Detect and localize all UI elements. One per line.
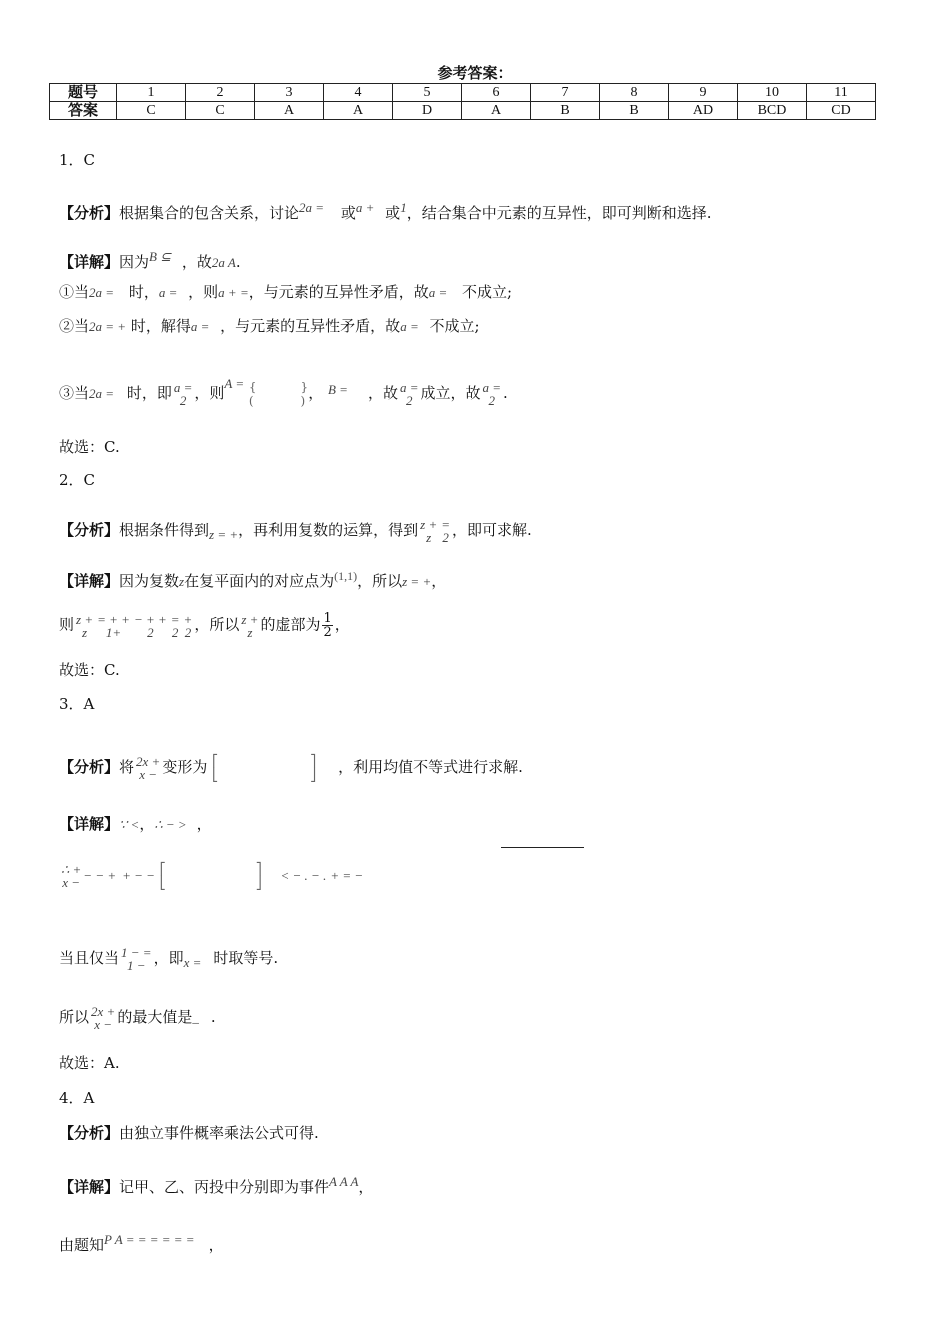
math-fraction — [174, 381, 193, 407]
detail-text: ，所以 — [357, 572, 403, 590]
case-text: ，与元素的互异性矛盾，故 — [220, 317, 401, 335]
derivation-text: ，所以 — [194, 615, 240, 634]
detail-text: ， — [196, 815, 212, 833]
answer-header: 答案 — [50, 102, 117, 120]
detail-text: 记甲、乙、丙投中分别即为事件 — [119, 1178, 330, 1196]
question-number-header: 题号 — [50, 84, 117, 102]
detail-label: 【详解】 — [59, 572, 120, 590]
math-expr: − − + — [83, 868, 117, 883]
q3-maximum — [59, 1005, 216, 1031]
detail-text: 在复平面内的对应点为 — [184, 572, 335, 590]
q1-number: 1．C — [59, 151, 96, 169]
question-number-cell: 1 — [117, 84, 186, 102]
q2-analysis — [59, 518, 532, 545]
math-fraction — [76, 613, 93, 639]
math-expr: a = — [428, 285, 448, 300]
case-text: ①当 — [59, 283, 90, 301]
q1-analysis-text-a: 根据集合的包含关系，讨论 — [119, 204, 300, 222]
q3-number: 3．A — [59, 695, 95, 713]
math-fraction — [441, 518, 450, 544]
case-text: 时，解得 — [130, 317, 191, 335]
equality-text: 时取等号. — [213, 949, 279, 967]
answer-cell: CD — [807, 102, 876, 120]
math-expr: 1 − — [127, 958, 146, 973]
q2-number: 2．C — [59, 471, 96, 489]
math-expr: + = − — [330, 868, 364, 883]
math-expr: z + — [76, 611, 94, 627]
case-text: 时，即 — [126, 384, 172, 402]
math-expr: z + — [241, 611, 259, 627]
detail-text: ， — [139, 815, 155, 833]
answer-row — [50, 102, 876, 120]
math-expr: z = + — [209, 527, 239, 542]
q2-conclusion: 故选：C. — [59, 661, 120, 679]
analysis-text: ，利用均值不等式进行求解. — [338, 758, 523, 776]
analysis-text: 将 — [119, 758, 135, 776]
math-expr: 2 — [147, 624, 154, 640]
math-expr: 2a = + — [89, 319, 127, 334]
q4-detail — [59, 1172, 373, 1197]
fraction-denominator: 2 — [323, 625, 332, 640]
question-number-cell: 4 — [324, 84, 393, 102]
q2-derivation — [59, 612, 350, 639]
analysis-label: 【分析】 — [59, 521, 120, 539]
answer-cell: A — [462, 102, 531, 120]
math-expr: z + — [420, 517, 438, 532]
math-expr: z = + — [402, 574, 432, 589]
sqrt-overline — [501, 847, 584, 848]
maximum-text: 所以 — [59, 1008, 90, 1026]
math-expr: B ⊆ — [149, 249, 172, 264]
math-expr: < − . − . — [280, 868, 327, 883]
question-number-cell: 5 — [393, 84, 462, 102]
equality-text: ，即 — [153, 949, 184, 967]
math-expr: a + — [355, 200, 375, 215]
math-expr: B = — [327, 382, 348, 397]
math-fraction — [184, 613, 193, 639]
math-fraction — [241, 613, 258, 639]
equality-text: 当且仅当 — [59, 949, 120, 967]
math-expr: 1 − = — [121, 945, 152, 960]
math-expr: z — [247, 624, 253, 640]
bracket-left: ⎡ ⎣ — [212, 754, 219, 782]
math-fraction — [61, 863, 81, 889]
q1-conclusion: 故选：C. — [59, 438, 120, 456]
question-number-cell: 10 — [738, 84, 807, 102]
math-expr: 1+ — [105, 624, 122, 640]
math-expr: 2 — [405, 393, 413, 408]
q1-analysis-text-c: 或 — [385, 204, 401, 222]
case-text: ③当 — [59, 384, 90, 402]
maximum-text: . — [210, 1008, 216, 1026]
analysis-text: ，即可求解. — [452, 521, 532, 539]
question-number-cell: 7 — [531, 84, 600, 102]
answer-cell: B — [531, 102, 600, 120]
question-number-cell: 2 — [186, 84, 255, 102]
question-number-row — [50, 84, 876, 102]
answer-cell: C — [117, 102, 186, 120]
math-fraction — [171, 613, 180, 639]
answer-cell: A — [324, 102, 393, 120]
bracket-right: ⎤ ⎦ — [255, 862, 262, 890]
math-expr: 2 — [171, 624, 179, 640]
question-number-cell: 3 — [255, 84, 324, 102]
one-half-fraction — [322, 612, 332, 639]
answer-cell: D — [393, 102, 462, 120]
math-expr: x − — [62, 875, 81, 890]
derivation-text: ， — [334, 615, 350, 634]
q3-equality — [59, 946, 278, 973]
math-expr: a = — [190, 319, 210, 334]
math-expr: 2 — [179, 393, 187, 408]
q4-given — [59, 1230, 224, 1255]
question-number-cell: 9 — [669, 84, 738, 102]
math-expr: ∵ < — [119, 817, 140, 832]
q1-analysis — [59, 198, 711, 223]
detail-label: 【详解】 — [59, 815, 120, 833]
analysis-label: 【分析】 — [59, 758, 120, 776]
math-expr: a = — [399, 380, 419, 395]
detail-label: 【详解】 — [59, 253, 120, 271]
detail-text: 因为复数 — [119, 572, 180, 590]
math-fraction — [400, 381, 419, 407]
math-expr: a = — [482, 380, 502, 395]
math-fraction — [483, 381, 502, 407]
answer-table — [49, 83, 876, 120]
math-expr: A = — [224, 376, 245, 391]
case-text: ，与元素的互异性矛盾，故 — [248, 283, 429, 301]
q3-detail — [59, 814, 212, 835]
math-expr: 2 — [184, 624, 192, 640]
answer-title: 参考答案： — [437, 64, 513, 82]
math-expr: (1,1) — [334, 569, 358, 583]
math-expr: = — [170, 611, 180, 627]
set-brace-left: { ( — [248, 380, 257, 408]
math-expr: 2a = — [89, 386, 115, 401]
case-text: ， — [308, 384, 324, 402]
analysis-text: 变形为 — [162, 758, 208, 776]
answer-cell: BCD — [738, 102, 807, 120]
math-expr: − + + — [133, 611, 167, 627]
fraction-numerator: 1 — [323, 611, 332, 626]
math-expr: ∴ − > — [154, 817, 187, 832]
case-text: . — [503, 384, 508, 402]
math-expr: x − — [94, 1017, 113, 1032]
question-number-cell: 8 — [600, 84, 669, 102]
case-text: ，则 — [188, 283, 219, 301]
q4-analysis — [59, 1123, 319, 1143]
math-expr: P A = = = = = = — [104, 1232, 195, 1247]
analysis-text: ，再利用复数的运算，得到 — [238, 521, 419, 539]
math-expr: _ — [192, 1010, 199, 1025]
maximum-text: 的最大值是 — [117, 1008, 193, 1026]
math-fraction — [97, 613, 130, 639]
detail-text: ， — [358, 1178, 374, 1196]
math-expr: = + + — [97, 611, 130, 627]
math-expr: ∴ + — [61, 862, 82, 877]
q1-detail-text-a: 因为 — [119, 253, 150, 271]
math-fraction — [420, 518, 437, 544]
given-text: 由题知 — [59, 1236, 105, 1254]
case-text: 不成立; — [462, 283, 513, 301]
math-expr: + — [183, 611, 193, 627]
q1-detail-text-b: ，故 — [181, 253, 212, 271]
q1-detail-text-c: . — [235, 253, 241, 271]
case-text: ，则 — [194, 384, 225, 402]
answer-cell: AD — [669, 102, 738, 120]
bracket-right: ⎤ ⎦ — [310, 754, 317, 782]
q1-analysis-text-d: ，结合集合中元素的互异性，即可判断和选择. — [406, 204, 712, 222]
q1-case-1 — [59, 282, 512, 303]
math-fraction — [121, 946, 152, 972]
math-expr: 2x + — [136, 754, 161, 769]
math-expr: 2x + — [91, 1004, 116, 1019]
case-text: 不成立; — [429, 317, 480, 335]
math-expr: x − — [139, 767, 158, 782]
q4-number: 4．A — [59, 1089, 95, 1107]
q2-detail — [59, 566, 446, 592]
q3-conclusion: 故选：A. — [59, 1054, 120, 1072]
set-brace-right: } ) — [300, 380, 309, 408]
case-text: 成立，故 — [420, 384, 481, 402]
q3-analysis — [59, 754, 523, 782]
derivation-text: 则 — [59, 615, 75, 634]
q1-detail — [59, 247, 241, 273]
math-expr: 2 — [488, 393, 496, 408]
math-expr: z — [82, 624, 88, 640]
math-expr: a = — [173, 380, 193, 395]
analysis-label: 【分析】 — [59, 1124, 120, 1142]
detail-text: ， — [431, 572, 447, 590]
math-expr: a + = — [218, 285, 249, 300]
math-expr: 2a = — [299, 200, 325, 215]
analysis-text: 根据条件得到 — [119, 521, 210, 539]
answer-cell: A — [255, 102, 324, 120]
math-expr: x = — [183, 955, 202, 970]
math-expr: 2 — [442, 530, 449, 545]
math-expr: z — [179, 574, 185, 589]
answer-cell: B — [600, 102, 669, 120]
detail-label: 【详解】 — [59, 1178, 120, 1196]
math-expr: 2a = — [89, 285, 115, 300]
math-expr: a = — [400, 319, 419, 334]
q1-case-3 — [59, 374, 508, 408]
math-expr: = — [441, 517, 451, 532]
math-expr: + − − — [122, 868, 155, 883]
math-fraction — [136, 755, 160, 781]
math-expr: 2a A — [211, 255, 236, 270]
analysis-label: 【分析】 — [59, 204, 120, 222]
given-text: ， — [208, 1236, 224, 1254]
math-expr: 1 — [400, 200, 407, 215]
case-text: ，故 — [367, 384, 398, 402]
math-fraction — [91, 1005, 115, 1031]
case-text: ②当 — [59, 317, 90, 335]
question-number-cell: 11 — [807, 84, 876, 102]
analysis-text: 由独立事件概率乘法公式可得. — [119, 1124, 319, 1142]
bracket-left: ⎡ ⎣ — [159, 862, 166, 890]
q3-inequality — [59, 862, 363, 890]
math-expr: z — [426, 530, 432, 545]
math-expr: A A A — [329, 1174, 359, 1189]
q1-case-2 — [59, 316, 480, 337]
math-expr: a = — [158, 285, 178, 300]
derivation-text: 的虚部为 — [260, 615, 321, 634]
q1-analysis-text-b: 或 — [340, 204, 356, 222]
answer-cell: C — [186, 102, 255, 120]
case-text: 时， — [128, 283, 159, 301]
question-number-cell: 6 — [462, 84, 531, 102]
math-fraction — [134, 613, 167, 639]
